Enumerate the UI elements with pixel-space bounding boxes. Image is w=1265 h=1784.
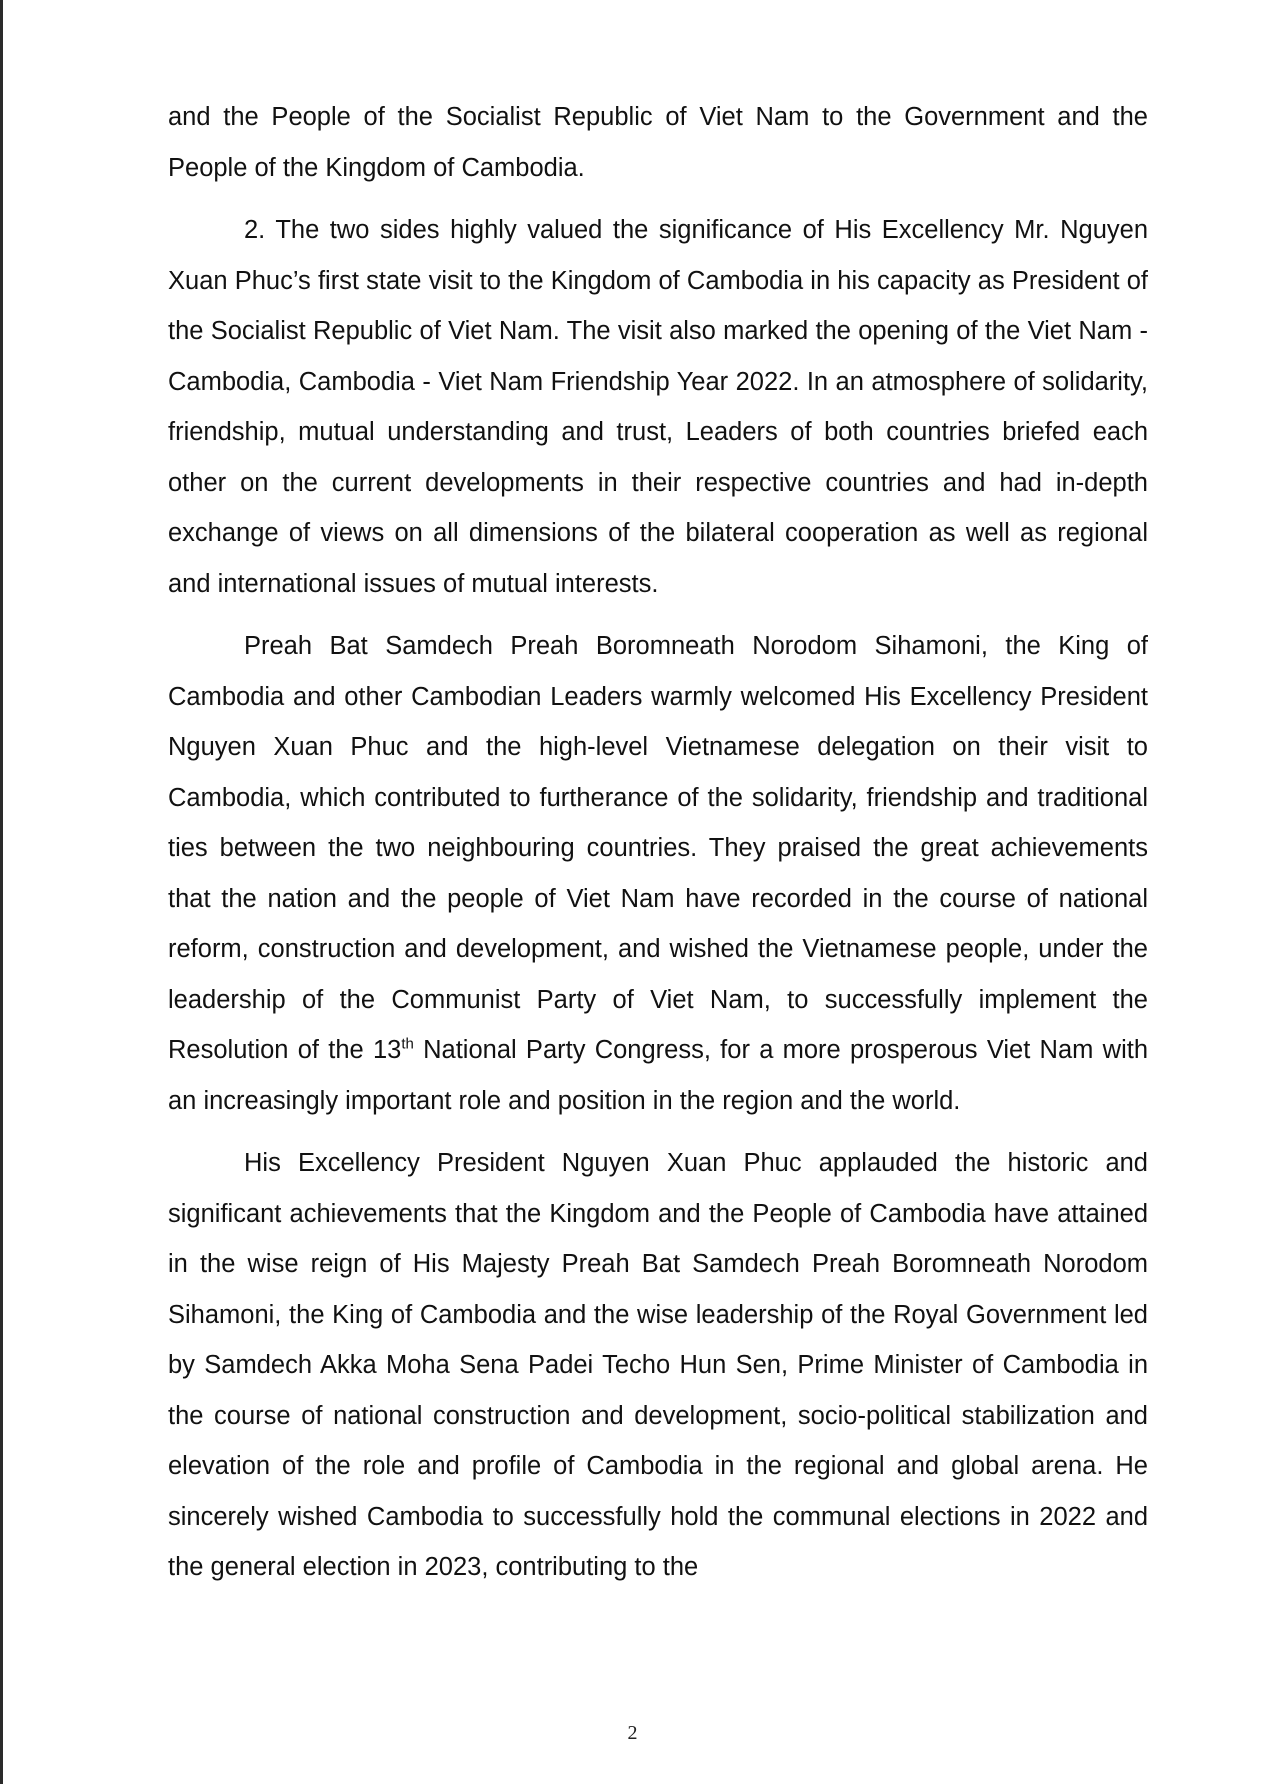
paragraph-president-applauded: His Excellency President Nguyen Xuan Phuc applauded the historic and significant achievements that the Kingdom and the People of Cambodia have attained in the wise reign of His Majesty Preah Bat Samdech Preah Boromneath Norodom Sihamoni, the King of Cambodia and the wise leadership of the Royal Government led by Samdech Akka Moha Sena Padei Techo Hun Sen, Prime Minister of Cambodia in the course of national construction and development, socio-political stabilization and elevation of the role and profile of Cambodia in the regional and global arena. He sincerely wished Cambodia to successfully hold the communal elections in 2022 and the general election in 2023, contributing to the <box>168 1149 1148 1581</box>
paragraph-2 <box>168 205 1148 609</box>
paragraph-text-before: Preah Bat Samdech Preah Boromneath Norodom Sihamoni, the King of Cambodia and other Cambodian Leaders warmly welcomed His Excellency President Nguyen Xuan Phuc and the high-level Vietnamese delegation on their visit to Cambodia, which contributed to furtherance of the solidarity, friendship and traditional ties between the two neighbouring countries. They praised the great achievements that the nation and the people of Viet Nam have recorded in the course of national reform, construction and development, and wished the Vietnamese people, under the leadership of the Communist Party of Viet Nam, to successfully implement the Resolution of the 13 <box>168 632 1148 1064</box>
page-number: 2 <box>627 1722 638 1744</box>
page-left-edge <box>0 0 3 1784</box>
document-page <box>168 92 1148 1593</box>
paragraph-king-welcome <box>168 621 1148 1126</box>
paragraph-2-text: The two sides highly valued the significance of His Excellency Mr. Nguyen Xuan Phuc’s first state visit to the Kingdom of Cambodia in his capacity as President of the Socialist Republic of Viet Nam. The visit also marked the opening of the Viet Nam - Cambodia, Cambodia - Viet Nam Friendship Year 2022. In an atmosphere of solidarity, friendship, mutual understanding and trust, Leaders of both countries briefed each other on the current developments in their respective countries and had in-depth exchange of views on all dimensions of the bilateral cooperation as well as regional and international issues of mutual interests. <box>168 216 1148 598</box>
paragraph-number: 2. <box>244 216 266 244</box>
paragraph-continuation: and the People of the Socialist Republic of Viet Nam to the Government and the People of the Kingdom of Cambodia. <box>168 103 1148 182</box>
ordinal-superscript: th <box>401 1035 414 1053</box>
paragraph-text-after: National Party Congress, for a more prosperous Viet Nam with an increasingly important role and position in the region and the world. <box>168 1036 1148 1115</box>
